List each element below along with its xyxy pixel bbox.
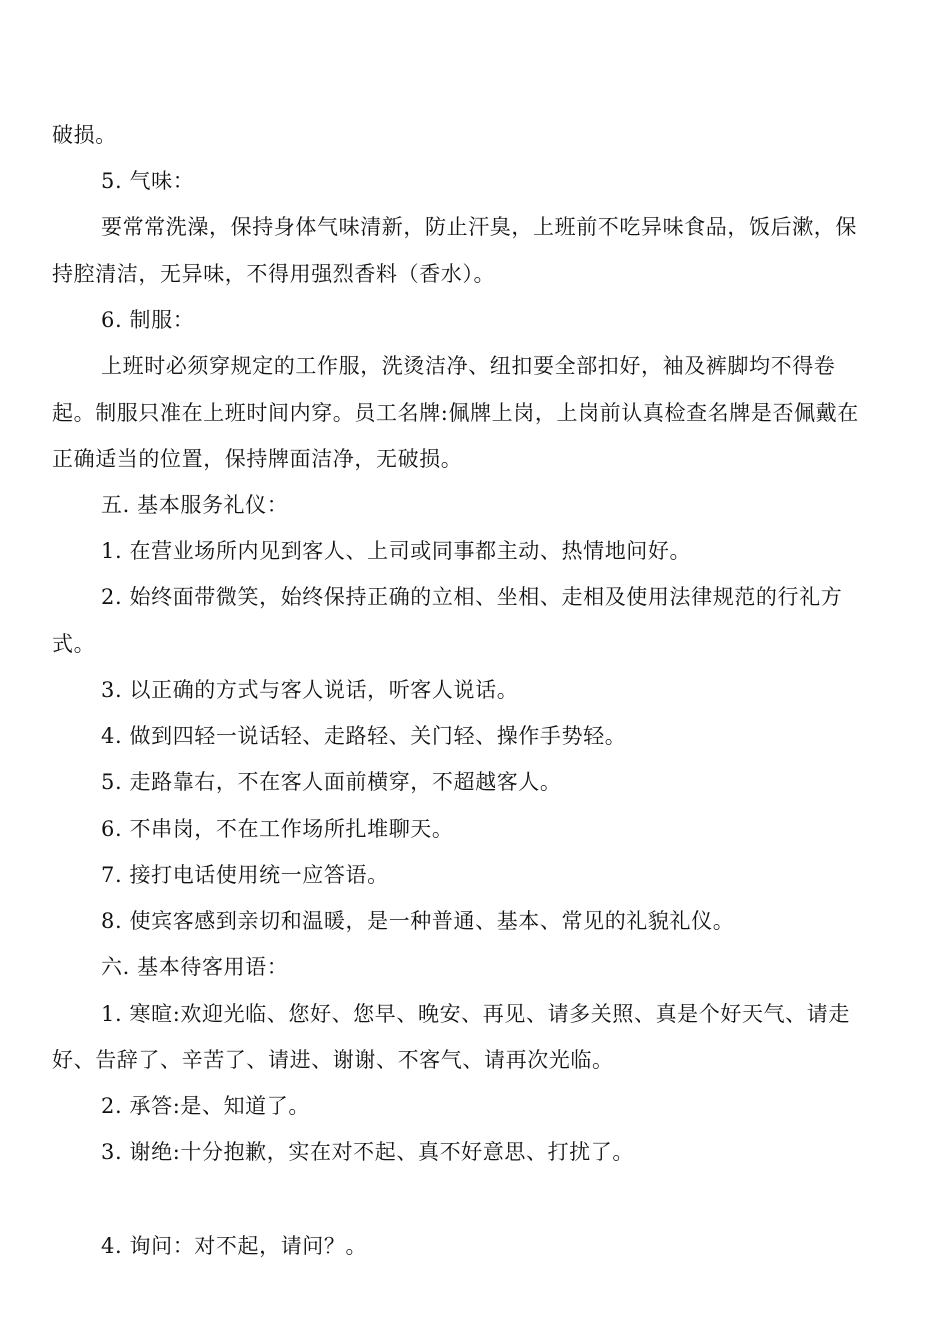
text-line: 破损。 xyxy=(52,123,117,147)
text-line: 正确适当的位置，保持牌面洁净，无破损。 xyxy=(52,447,463,471)
list-item: 2. 始终面带微笑，始终保持正确的立相、坐相、走相及使用法律规范的行礼方 xyxy=(101,585,843,609)
list-item: 6. 不串岗，不在工作场所扎堆聊天。 xyxy=(101,817,454,841)
text-line: 起。制服只准在上班时间内穿。员工名牌:佩牌上岗，上岗前认真检查名牌是否佩戴在 xyxy=(52,401,859,425)
list-item: 3. 以正确的方式与客人说话，听客人说话。 xyxy=(101,678,519,702)
list-item: 7. 接打电话使用统一应答语。 xyxy=(101,863,389,887)
list-item: 2. 承答:是、知道了。 xyxy=(101,1094,310,1118)
section-heading: 5. 气味： xyxy=(101,169,195,193)
section-heading: 六. 基本待客用语： xyxy=(101,955,289,979)
text-line: 好、告辞了、辛苦了、请进、谢谢、不客气、请再次光临。 xyxy=(52,1048,614,1072)
list-item: 3. 谢绝:十分抱歉，实在对不起、真不好意思、打扰了。 xyxy=(101,1140,634,1164)
list-item: 8. 使宾客感到亲切和温暖，是一种普通、基本、常见的礼貌礼仪。 xyxy=(101,909,735,933)
section-heading: 6. 制服： xyxy=(101,308,195,332)
list-item: 4. 询问：对不起，请问？。 xyxy=(101,1234,368,1258)
list-item: 1. 在营业场所内见到客人、上司或同事都主动、热情地问好。 xyxy=(101,539,692,563)
section-heading: 五. 基本服务礼仪： xyxy=(101,493,289,517)
list-item: 4. 做到四轻一说话轻、走路轻、关门轻、操作手势轻。 xyxy=(101,724,627,748)
text-line: 式。 xyxy=(52,632,96,656)
list-item: 5. 走路靠右，不在客人面前横穿，不超越客人。 xyxy=(101,770,562,794)
list-item: 1. 寒暄:欢迎光临、您好、您早、晚安、再见、请多关照、真是个好天气、请走 xyxy=(101,1002,850,1026)
text-line: 上班时必须穿规定的工作服，洗烫洁净、纽扣要全部扣好，袖及裤脚均不得卷 xyxy=(101,354,836,378)
text-line: 要常常洗澡，保持身体气味清新，防止汗臭，上班前不吃异味食品，饭后漱，保 xyxy=(101,215,857,239)
text-line: 持腔清洁，无异味，不得用强烈香料（香水）。 xyxy=(52,262,496,286)
